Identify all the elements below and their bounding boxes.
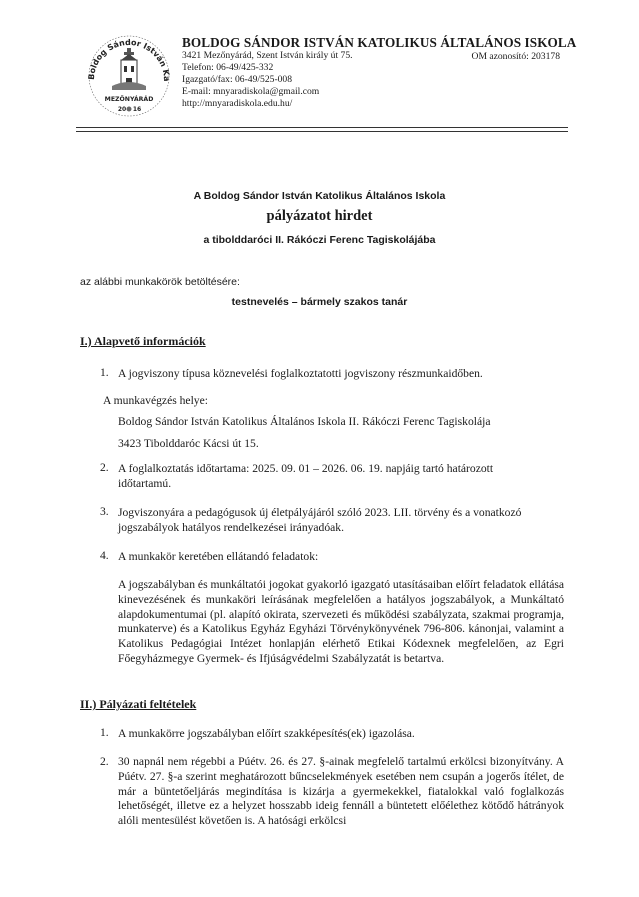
s1-item4: A munkakör keretében ellátandó feladatok: [118,550,319,563]
place-label: A munkavégzés helye: [103,394,208,407]
s1-item3: Jogviszonyára a pedagógusok új életpályájáról szóló 2023. LII. törvény és a vonatkozó jogszabályok hatályos rendelkezései irányadóak. [118,506,522,534]
place-line1: Boldog Sándor István Katolikus Általános Iskola II. Rákóczi Ferenc Tagiskolája [118,415,491,428]
logo-town: MEZŐNYÁRÁD [104,96,154,103]
s2-item2: 30 napnál nem régebbi a Púétv. 26. és 27. §-ainak megfelelő tartalmú erkölcsi bizonyítvány. A Púétv. 27. §-a szerint meghatározott bűncselekmények esetében nem csupán a jogerős ítélet, de már a büntetőeljárás megindítása is kizárja a gyermekekkel, fiatalokkal való foglalkozás lehetőségét, illetve ez a helyzet hosszabb ideig fennáll a büntetett előélethez kötődő hátrányok alóli mentesülést követően is. A hatósági erkölcsi [118,755,564,828]
header-rule-top [76,127,568,128]
s1-item1-number: 1. [100,366,109,379]
section2-heading: II.) Pályázati feltételek [80,697,197,711]
s1-item4-text: A jogszabályban és munkáltatói jogokat gyakorló igazgató utasításaiban előírt feladatok ellátása kinevezésének és munkaköri leírásának megfelelően a hatályos jogszabályok, a Munkáltató alapdokumentumai (pl. alapító okirata, szervezeti és működési szabályzata, szakmai programja, munkaterve) és a Katolikus Egyház Egyházi Törvénykönyvének 796-806. kánonjai, valamint a Katolikus Pedagógiai Intézet honlapján elérhető Etikai Kódexnek megfelelően, az Egri Főegyházmegye Gyermek- és Ifjúságvédelmi Szabályzatát is betartva. [118,578,564,665]
school-logo [86,26,172,121]
s1-item2: A foglalkoztatás időtartama: 2025. 09. 01 – 2026. 06. 19. napjáig tartó határozott időtartamú. [118,462,494,490]
s1-item3-number: 3. [100,505,109,518]
school-address: 3421 Mezőnyárád, Szent István király út 75. [182,50,353,61]
s2-item1: A munkakörre jogszabályban előírt szakképesítés(ek) igazolása. [118,727,415,740]
email: E-mail: mnyaradiskola@gmail.com [182,86,320,97]
intro-title: pályázatot hirdet [266,208,373,224]
s1-item4-number: 4. [100,549,109,562]
intro-sub: a tibolddaróci II. Rákóczi Ferenc Tagiskolájába [203,234,436,246]
intro-org: A Boldog Sándor István Katolikus Általános Iskola [193,190,446,202]
place-line2: 3423 Tibolddaróc Kácsi út 15. [118,437,259,450]
header-rule-bottom [76,131,568,132]
position-title: testnevelés – bármely szakos tanár [231,296,408,308]
intro-lead: az alábbi munkakörök betöltésére: [80,276,240,288]
om-id: OM azonosító: 203178 [471,51,560,62]
phone: Telefon: 06-49/425-332 [182,62,274,73]
logo-arc-text: Boldog Sándor István Ka [86,37,172,82]
s1-item1: A jogviszony típusa köznevelési foglalkoztatotti jogviszony részmunkaidőben. [118,367,483,380]
s2-item2-number: 2. [100,755,109,768]
logo-year-right: 16 [132,106,142,113]
section1-heading: I.) Alapvető információk [80,334,206,348]
logo-year-left: 20 [117,106,127,113]
s2-item1-number: 1. [100,726,109,739]
s1-item2-number: 2. [100,461,109,474]
school-name: BOLDOG SÁNDOR ISTVÁN KATOLIKUS ÁLTALÁNOS ISKOLA [182,35,577,50]
fax: Igazgató/fax: 06-49/525-008 [182,74,293,85]
website: http://mnyaradiskola.edu.hu/ [182,98,293,109]
